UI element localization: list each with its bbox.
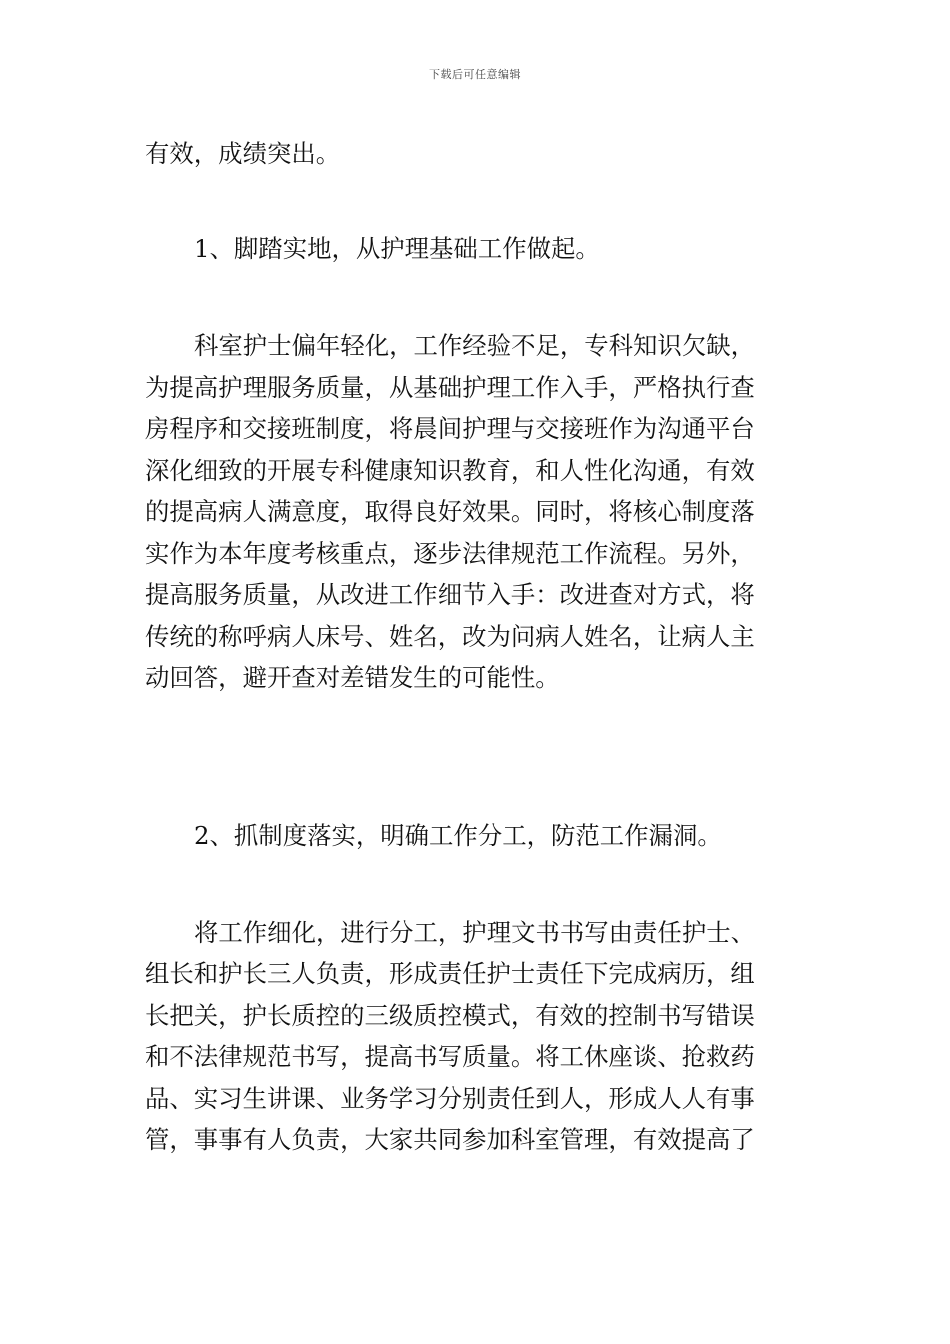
text-line: 有效，成绩突出。	[145, 139, 341, 168]
text-line: 深化细致的开展专科健康知识教育，和人性化沟通，有效	[145, 456, 755, 485]
text-line: 房程序和交接班制度，将晨间护理与交接班作为沟通平台	[145, 414, 755, 443]
text-line: 品、实习生讲课、业务学习分别责任到人，形成人人有事	[145, 1084, 755, 1113]
text-line: 将工作细化，进行分工，护理文书书写由责任护士、	[194, 918, 755, 947]
page-header: 下载后可任意编辑	[429, 68, 521, 81]
text-line: 实作为本年度考核重点，逐步法律规范工作流程。另外，	[145, 539, 755, 568]
text-line: 传统的称呼病人床号、姓名，改为问病人姓名，让病人主	[145, 622, 755, 651]
text-line: 2、抓制度落实，明确工作分工，防范工作漏洞。	[194, 821, 722, 850]
text-line: 管，事事有人负责，大家共同参加科室管理，有效提高了	[145, 1125, 755, 1154]
text-line: 1、脚踏实地，从护理基础工作做起。	[194, 234, 600, 263]
text-line: 为提高护理服务质量，从基础护理工作入手，严格执行查	[145, 373, 755, 402]
text-line: 组长和护长三人负责，形成责任护士责任下完成病历，组	[145, 959, 755, 988]
text-line: 科室护士偏年轻化，工作经验不足，专科知识欠缺，	[194, 331, 755, 360]
text-line: 的提高病人满意度，取得良好效果。同时，将核心制度落	[145, 497, 755, 526]
text-line: 长把关，护长质控的三级质控模式，有效的控制书写错误	[145, 1001, 755, 1030]
text-line: 提高服务质量，从改进工作细节入手：改进查对方式，将	[145, 580, 755, 609]
text-line: 动回答，避开查对差错发生的可能性。	[145, 663, 560, 692]
text-line: 和不法律规范书写，提高书写质量。将工休座谈、抢救药	[145, 1042, 755, 1071]
